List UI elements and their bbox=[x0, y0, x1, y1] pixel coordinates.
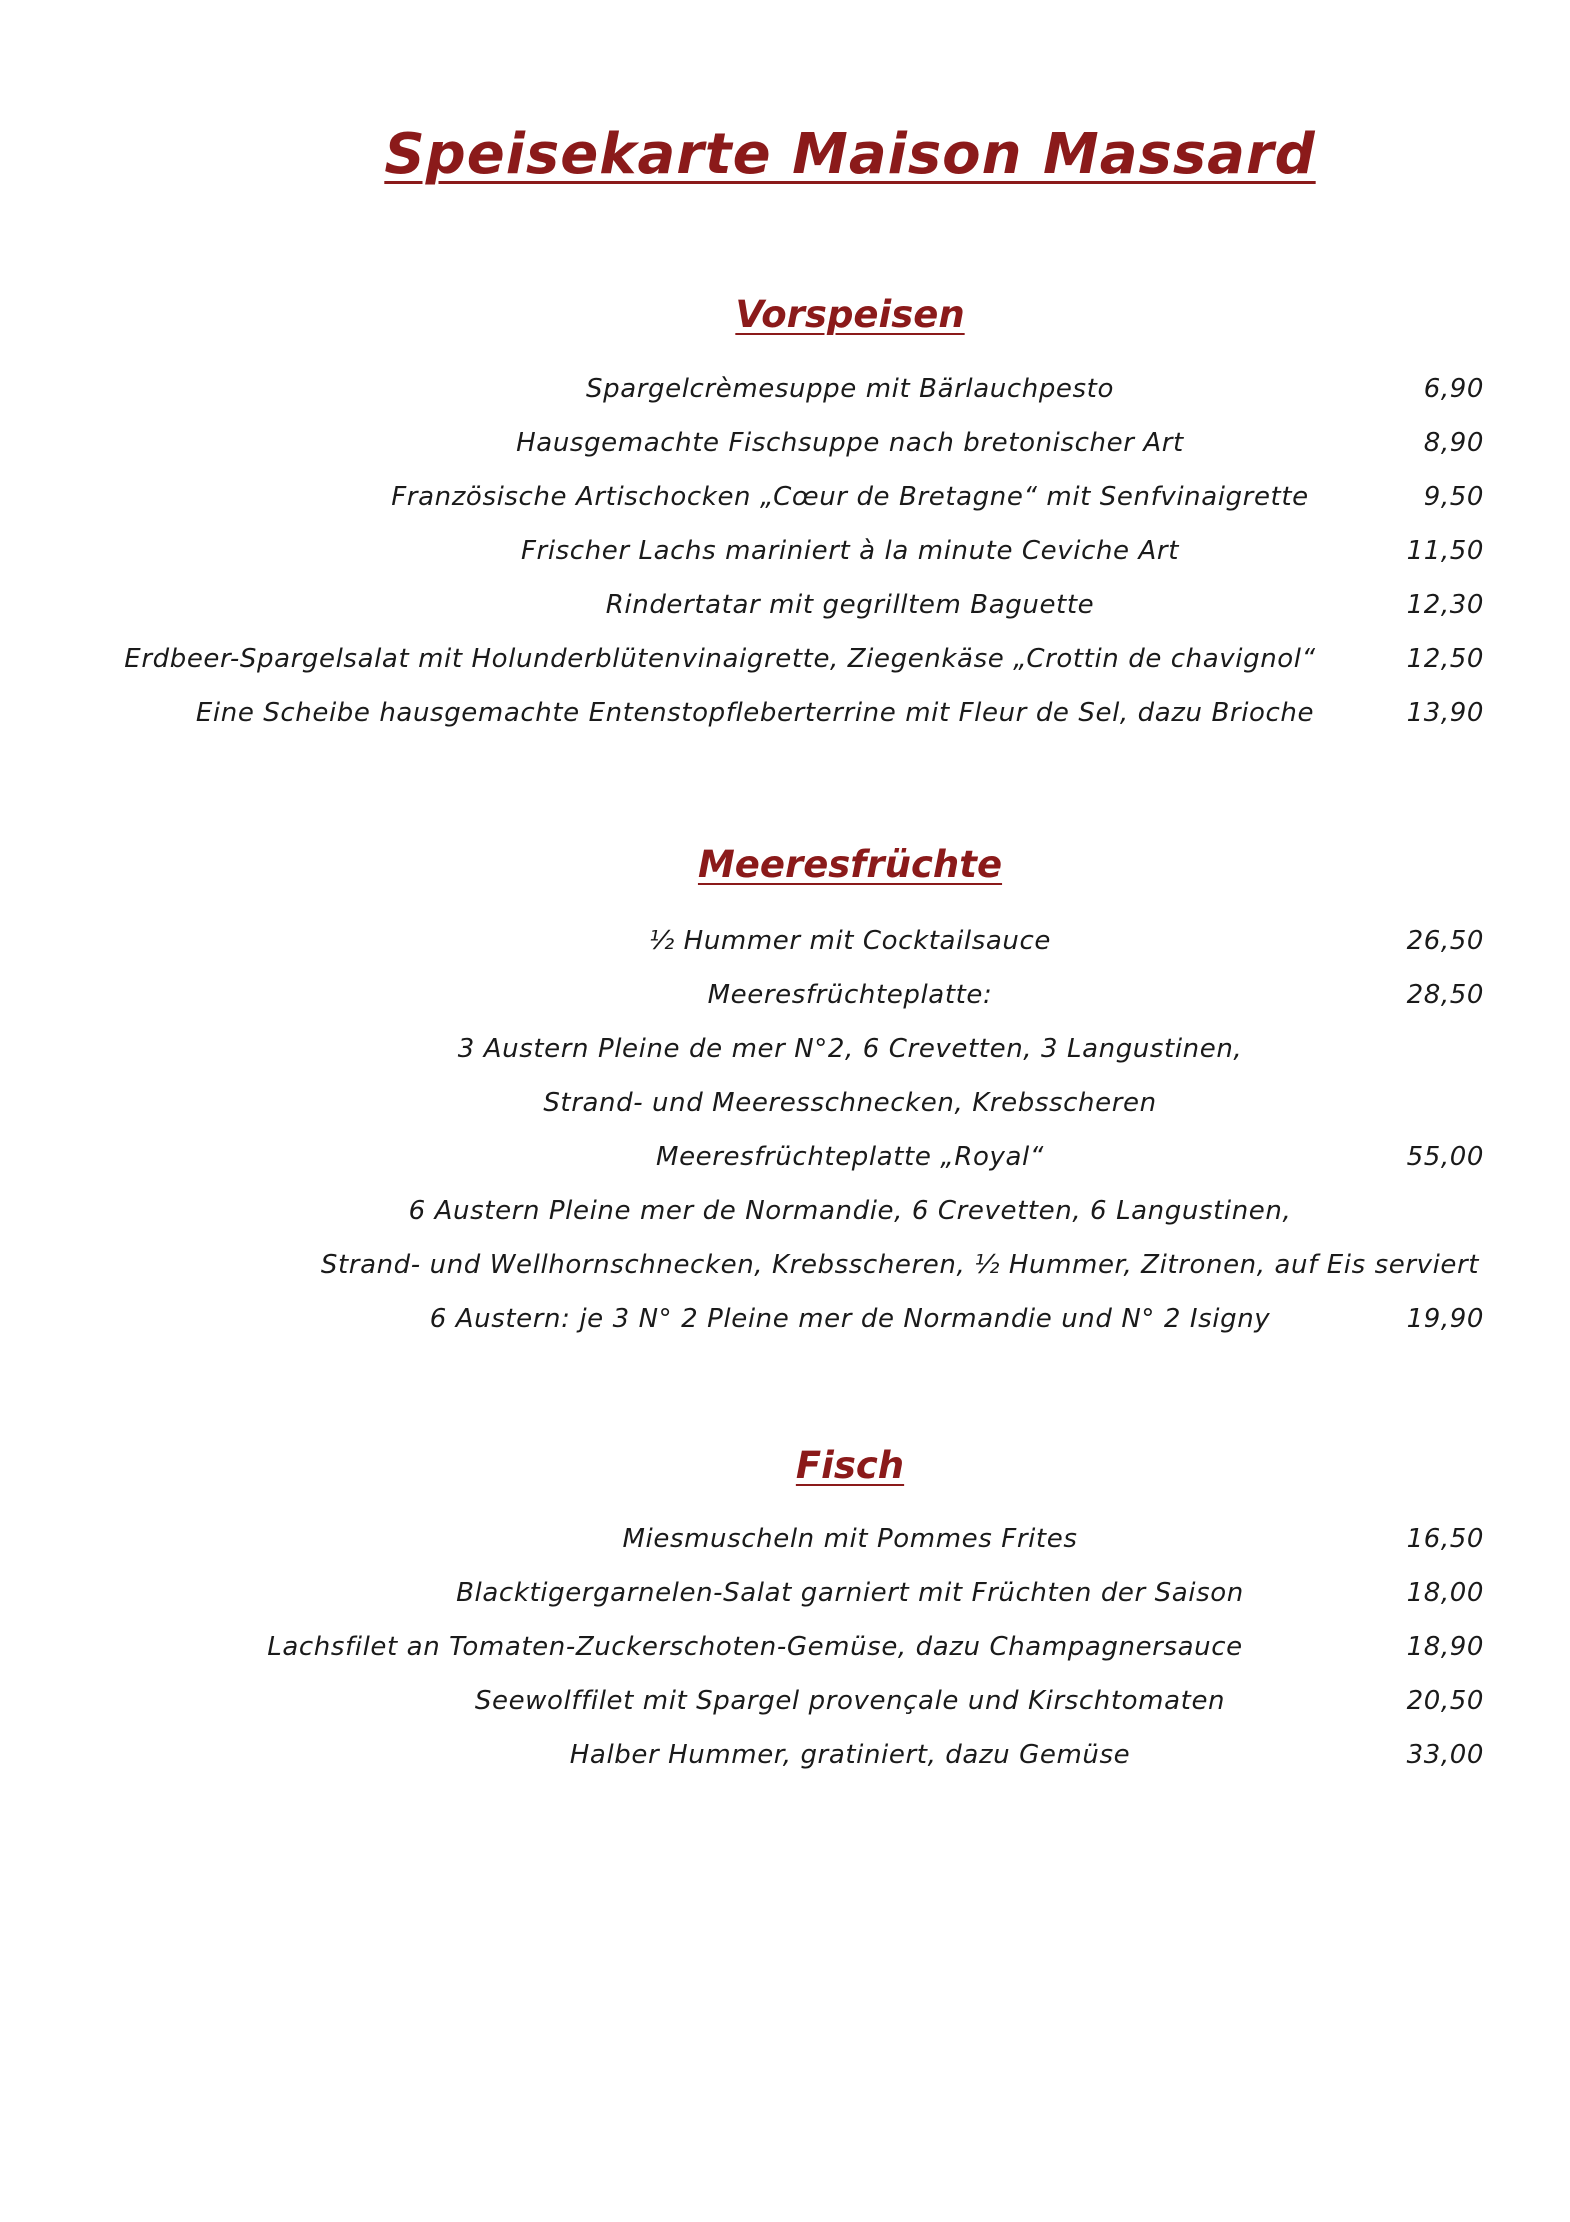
dish-price: 11,50 bbox=[1406, 536, 1484, 566]
dish-name: Erdbeer-Spargelsalat mit Holunderblütenvinaigrette, Ziegenkäse „Crottin de chavignol“ bbox=[124, 644, 1316, 674]
dish-name: Strand- und Meeresschnecken, Krebsscheren bbox=[543, 1088, 1157, 1118]
menu-item bbox=[0, 1566, 1570, 1620]
dish-price: 9,50 bbox=[1423, 482, 1484, 512]
section-heading-fisch: Fisch bbox=[795, 1444, 905, 1487]
dish-price: 12,30 bbox=[1406, 590, 1484, 620]
menu-item bbox=[0, 1238, 1570, 1292]
page-title: Speisekarte Maison Massard bbox=[384, 122, 1316, 187]
menu-item bbox=[0, 1292, 1570, 1346]
dish-price: 26,50 bbox=[1406, 926, 1484, 956]
menu-item bbox=[0, 632, 1570, 686]
dish-name: Meeresfrüchteplatte „Royal“ bbox=[656, 1142, 1044, 1172]
dish-name: 3 Austern Pleine de mer N°2, 6 Crevetten, 3 Langustinen, bbox=[457, 1034, 1243, 1064]
menu-item bbox=[0, 470, 1570, 524]
dish-name: Frischer Lachs mariniert à la minute Ceviche Art bbox=[520, 536, 1179, 566]
dish-name: 6 Austern Pleine mer de Normandie, 6 Crevetten, 6 Langustinen, bbox=[408, 1196, 1292, 1226]
menu-list-meeresfruechte bbox=[0, 914, 1570, 1346]
dish-name: Hausgemachte Fischsuppe nach bretonischer Art bbox=[516, 428, 1184, 458]
menu-item bbox=[0, 1674, 1570, 1728]
dish-name: Meeresfrüchteplatte: bbox=[707, 980, 993, 1010]
menu-item bbox=[0, 1022, 1570, 1076]
menu-item bbox=[0, 1130, 1570, 1184]
dish-name: Lachsfilet an Tomaten-Zuckerschoten-Gemüse, dazu Champagnersauce bbox=[267, 1632, 1243, 1662]
dish-price: 6,90 bbox=[1423, 374, 1484, 404]
dish-name: Rindertatar mit gegrilltem Baguette bbox=[605, 590, 1095, 620]
menu-item bbox=[0, 914, 1570, 968]
dish-price: 20,50 bbox=[1406, 1686, 1484, 1716]
menu-item bbox=[0, 686, 1570, 740]
dish-price: 16,50 bbox=[1406, 1524, 1484, 1554]
menu-item bbox=[0, 1620, 1570, 1674]
menu-item bbox=[0, 416, 1570, 470]
menu-list-fisch bbox=[0, 1512, 1570, 1782]
dish-name: 6 Austern: je 3 N° 2 Pleine mer de Normandie und N° 2 Isigny bbox=[429, 1304, 1271, 1334]
dish-price: 28,50 bbox=[1406, 980, 1484, 1010]
dish-name: Eine Scheibe hausgemachte Entenstopfleberterrine mit Fleur de Sel, dazu Brioche bbox=[195, 698, 1315, 728]
dish-price: 55,00 bbox=[1406, 1142, 1484, 1172]
menu-item bbox=[0, 968, 1570, 1022]
dish-name: Miesmuscheln mit Pommes Frites bbox=[622, 1524, 1078, 1554]
dish-price: 18,90 bbox=[1406, 1632, 1484, 1662]
menu-list-vorspeisen bbox=[0, 362, 1570, 740]
dish-name: Blacktigergarnelen-Salat garniert mit Früchten der Saison bbox=[456, 1578, 1244, 1608]
dish-name: Strand- und Wellhornschnecken, Krebsscheren, ½ Hummer, Zitronen, auf Eis serviert bbox=[320, 1250, 1480, 1280]
dish-price: 13,90 bbox=[1406, 698, 1484, 728]
section-heading-vorspeisen: Vorspeisen bbox=[735, 293, 965, 336]
dish-price: 12,50 bbox=[1406, 644, 1484, 674]
menu-item bbox=[0, 1728, 1570, 1782]
menu-item bbox=[0, 578, 1570, 632]
menu-item bbox=[0, 524, 1570, 578]
section-heading-meeresfruechte: Meeresfrüchte bbox=[697, 843, 1003, 886]
dish-name: ½ Hummer mit Cocktailsauce bbox=[649, 926, 1051, 956]
dish-price: 33,00 bbox=[1406, 1740, 1484, 1770]
dish-price: 8,90 bbox=[1423, 428, 1484, 458]
dish-price: 19,90 bbox=[1406, 1304, 1484, 1334]
dish-name: Französische Artischocken „Cœur de Bretagne“ mit Senfvinaigrette bbox=[391, 482, 1309, 512]
menu-item bbox=[0, 362, 1570, 416]
menu-item bbox=[0, 1512, 1570, 1566]
dish-price: 18,00 bbox=[1406, 1578, 1484, 1608]
dish-name: Spargelcrèmesuppe mit Bärlauchpesto bbox=[586, 374, 1114, 404]
menu-item bbox=[0, 1184, 1570, 1238]
dish-name: Halber Hummer, gratiniert, dazu Gemüse bbox=[569, 1740, 1131, 1770]
menu-item bbox=[0, 1076, 1570, 1130]
dish-name: Seewolffilet mit Spargel provençale und Kirschtomaten bbox=[474, 1686, 1226, 1716]
